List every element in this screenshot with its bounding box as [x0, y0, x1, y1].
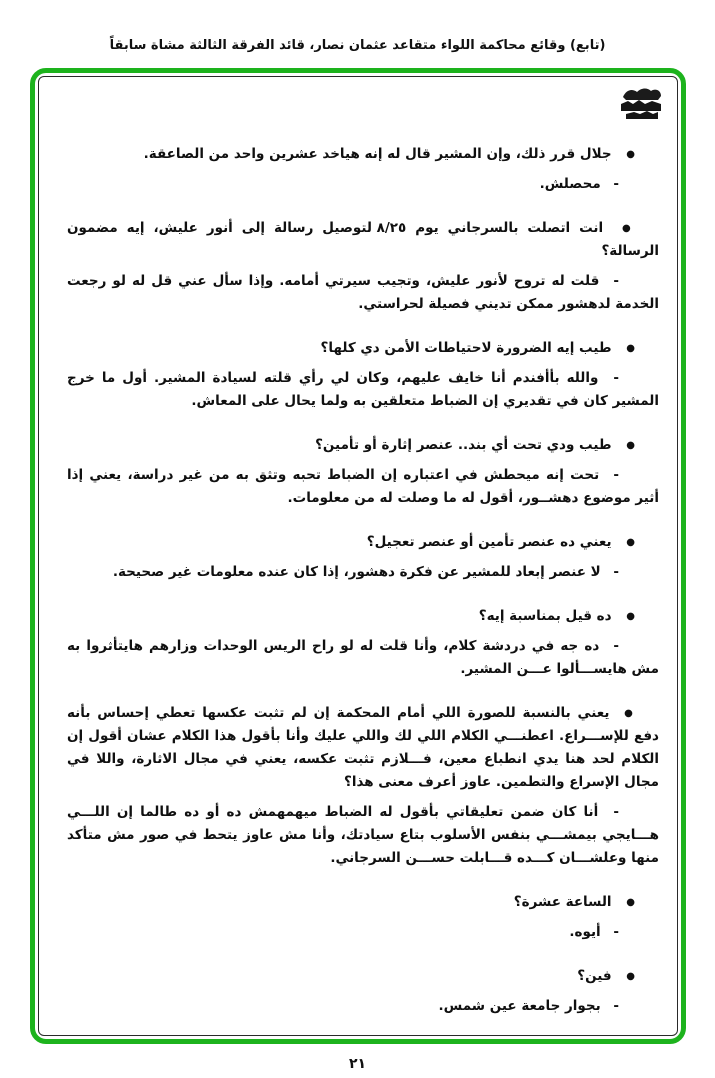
- dialogue-list: [67, 143, 659, 1031]
- question-item: ● طيب إيه الضرورة لاحتياطات الأمن دي كلها؟: [320, 340, 635, 356]
- dash-icon: -: [613, 638, 619, 654]
- answer-item: - بجوار جامعة عين شمس.: [438, 998, 619, 1014]
- dash-icon: -: [613, 467, 619, 483]
- bullet-icon: ●: [626, 611, 635, 622]
- question-item: ● الساعة عشرة؟: [513, 894, 635, 910]
- page-header: (تابع) وقائع محاكمة اللواء متقاعد عثمان نصار، قائد الفرقة الثالثة مشاة سابقاً: [109, 38, 606, 53]
- question-item: ● يعني بالنسبة للصورة اللي أمام المحكمة إن لم تثبت عكسها تعطي إحساس بأنه دفع للإســـراع. اعطنـــي الكلام اللي لك واللي عليك وأنا بأقول هذا الكلام عشان أقول إن الكلام لحد هنا يدي انطباع معين، فـــلازم تثبت عكسه، يعني في مجال الاثارة، واللا في مجال الإسراع والتطمين. عاوز أعرف معنى هذا؟: [67, 705, 659, 790]
- bullet-icon: ●: [626, 149, 635, 160]
- bullet-icon: ●: [626, 537, 635, 548]
- bullet-icon: ●: [622, 223, 636, 234]
- answer-item: - محصلش.: [539, 176, 619, 192]
- bullet-icon: ●: [626, 897, 635, 908]
- dash-icon: -: [613, 176, 619, 192]
- question-item: ● طيب ودي تحت أي بند.. عنصر إثارة أو تأمين؟: [315, 437, 635, 453]
- answer-item: - والله بأأفندم أنا خايف عليهم، وكان لي رأي قلته لسيادة المشير. أول ما خرج المشير كان في تقديري إن الضباط متعلقين به ولما يحال على المعاش.: [67, 370, 659, 409]
- dash-icon: -: [613, 804, 619, 820]
- question-item: ● فين؟: [577, 968, 635, 984]
- dash-icon: -: [613, 998, 619, 1014]
- answer-item: - لا عنصر إبعاد للمشير عن فكرة دهشور، إذا كان عنده معلومات غير صحيحة.: [112, 564, 619, 580]
- answer-item: - ده جه في دردشة كلام، وأنا قلت له لو راح الريس الوحدات وزارهم هايتأثروا به مش هايســـألوا عـــن المشير.: [67, 638, 659, 677]
- page-frame: [30, 68, 686, 1044]
- bullet-icon: ●: [624, 708, 635, 719]
- question-item: ● جلال قرر ذلك، وإن المشير قال له إنه هياخد عشرين واحد من الصاعقة.: [143, 146, 635, 162]
- answer-item: - أيوه.: [569, 924, 619, 940]
- bullet-icon: ●: [626, 971, 635, 982]
- answer-item: - قلت له تروح لأنور عليش، وتجيب سيرتي أمامه. وإذا سأل عني قل له لو رجعت الخدمة لدهشور ممكن تديني فصيلة لحراستي.: [67, 273, 659, 312]
- question-item: ● انت اتصلت بالسرجاني يوم ٨/٢٥ لتوصيل رسالة إلى أنور عليش، إيه مضمون الرسالة؟: [67, 220, 659, 259]
- answer-item: - أنا كان ضمن تعليقاتي بأقول له الضباط ميهمهمش ده أو ده طالما إن اللـــي هـــايجي بيمشـــي بنفس الأسلوب بتاع سيادتك، وأنا مش عاوز يتحط في صور مش متأكد منها وعلشـــان كـــده قـــابلت حســـن السرجاني.: [67, 804, 659, 866]
- bullet-icon: ●: [626, 440, 635, 451]
- page-number: ٢١: [348, 1056, 367, 1072]
- emblem-stamp-icon: [617, 87, 667, 129]
- question-item: ● ده قيل بمناسبة إيه؟: [478, 608, 635, 624]
- dash-icon: -: [613, 924, 619, 940]
- bullet-icon: ●: [626, 343, 635, 354]
- dash-icon: -: [613, 273, 619, 289]
- dash-icon: -: [613, 370, 619, 386]
- dash-icon: -: [613, 564, 619, 580]
- question-item: ● يعني ده عنصر تأمين أو عنصر تعجيل؟: [366, 534, 635, 550]
- answer-item: - تحت إنه ميحطش في اعتباره إن الضباط تحبه وتثق به من غير دراسة، يعني إذا أثير موضوع دهشــور، أقول له ما وصلت له من معلومات.: [67, 467, 659, 506]
